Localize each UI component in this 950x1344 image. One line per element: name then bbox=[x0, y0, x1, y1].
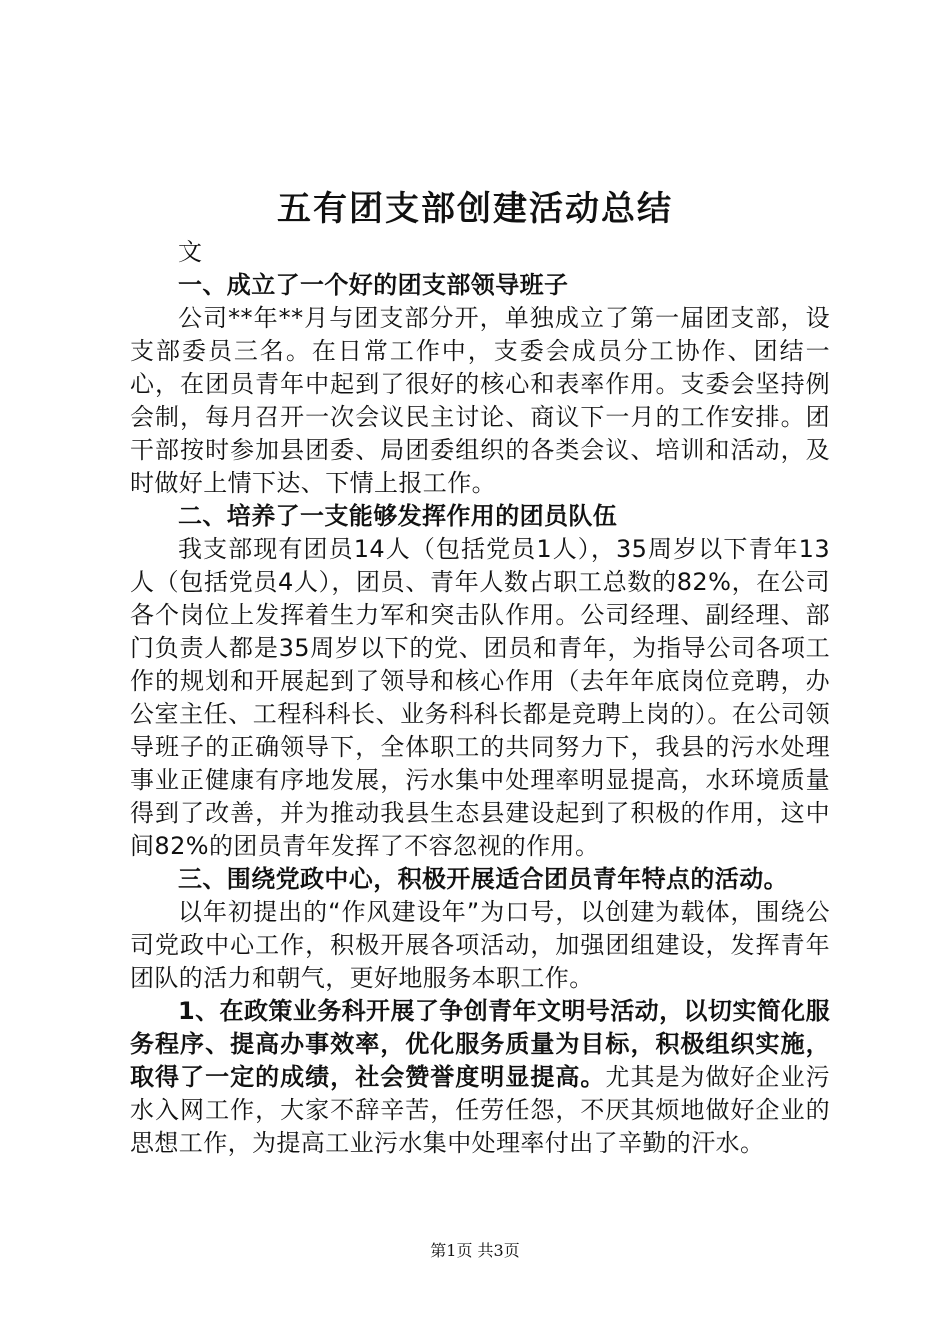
document-title: 五有团支部创建活动总结 bbox=[277, 189, 673, 229]
section-paragraph: 以年初提出的“作风建设年”为口号，以创建为载体，围绕公司党政中心工作，积极开展各项活动，加强团组建设，发挥青年团队的活力和朝气，更好地服务本职工作。 bbox=[130, 898, 830, 992]
section-paragraph: 我支部现有团员14人（包括党员1人），35周岁以下青年13人（包括党员4人），团员、青年人数占职工总数的82%，在公司各个岗位上发挥着生力军和突击队作用。公司经理、副经理、部门负责人都是35周岁以下的党、团员和青年，为指导公司各项工作的规划和开展起到了领导和核心作用（去年年底岗位竞聘，办公室主任、工程科科长、业务科科长都是竞聘上岗的）。在公司领导班子的正确领导下，全体职工的共同努力下，我县的污水处理事业正健康有序地发展，污水集中处理率明显提高，水环境质量得到了改善，并为推动我县生态县建设起到了积极的作用，这中间82%的团员青年发挥了不容忽视的作用。 bbox=[130, 535, 830, 860]
section-heading: 一、成立了一个好的团支部领导班子 bbox=[178, 271, 569, 299]
list-item-1 bbox=[130, 995, 830, 1160]
document-body bbox=[130, 236, 830, 1160]
page-footer: 第1页 共3页 bbox=[430, 1241, 520, 1260]
section-heading: 二、培养了一支能够发挥作用的团员队伍 bbox=[178, 502, 618, 530]
list-item-1-rest: 尤其是为做好企业污水入网工作，大家不辞辛苦，任劳任怨，不厌其烦地做好企业的思想工作，为提高工业污水集中处理率付出了辛勤的汗水。 bbox=[130, 1063, 830, 1157]
section-heading: 三、围绕党政中心，积极开展适合团员青年特点的活动。 bbox=[178, 865, 788, 893]
list-item-1-bold: 1、在政策业务科开展了争创青年文明号活动，以切实简化服务程序、提高办事效率，优化服务质量为目标，积极组织实施，取得了一定的成绩，社会赞誉度明显提高。 bbox=[130, 997, 830, 1091]
section-paragraph: 公司**年**月与团支部分开，单独成立了第一届团支部，设支部委员三名。在日常工作中，支委会成员分工协作、团结一心，在团员青年中起到了很好的核心和表率作用。支委会坚持例会制，每月召开一次会议民主讨论、商议下一月的工作安排。团干部按时参加县团委、局团委组织的各类会议、培训和活动，及时做好上情下达、下情上报工作。 bbox=[130, 304, 830, 497]
author-label: 文 bbox=[178, 238, 203, 266]
